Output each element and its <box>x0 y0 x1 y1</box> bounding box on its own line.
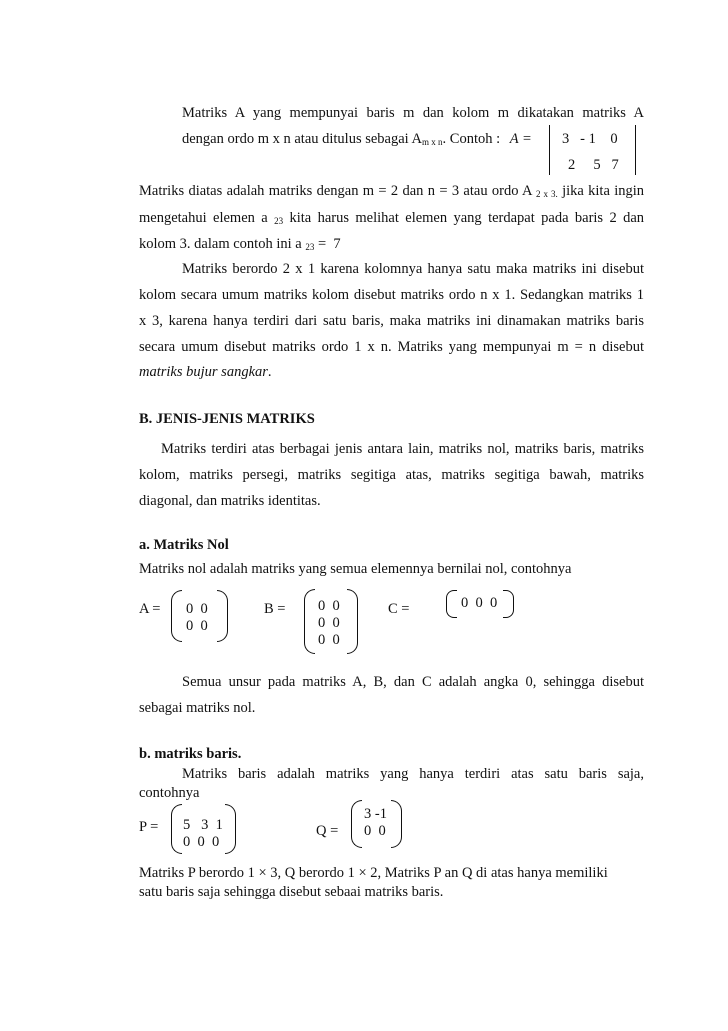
section-b-line-1: Matriks terdiri atas berbagai jenis antara lain, matriks nol, matriks baris, matriks <box>161 441 644 457</box>
intro-p2-line-3 <box>139 235 341 256</box>
matrix-row-2: 2 5 7 <box>568 157 619 173</box>
matrix-B-row-2: 0 0 <box>318 615 340 631</box>
left-paren <box>351 800 362 848</box>
italic-term: matriks bujur sangkar <box>139 364 268 380</box>
intro-p3-line-5 <box>139 363 272 381</box>
matrix-bar-left <box>549 125 550 175</box>
intro-line-1: Matriks A yang mempunyai baris m dan kolom m dikatakan matriks A <box>182 105 644 121</box>
intro-line-2-text-b: . Contoh : <box>442 131 501 147</box>
subsection-b-line-2: contohnya <box>139 785 200 801</box>
matrix-P-label: P = <box>139 819 159 835</box>
subscript: 2 x 3. <box>536 189 558 199</box>
text: Matriks diatas adalah matriks dengan m = 2 dan n = 3 atau ordo A <box>139 183 532 199</box>
matrix-B-label: B = <box>264 601 286 617</box>
left-paren <box>171 804 182 854</box>
intro-line-2-text: dengan ordo m x n atau ditulus sebagai A <box>182 131 423 147</box>
right-paren <box>503 590 514 618</box>
matrix-row-1: 3 - 1 0 <box>562 131 618 147</box>
text: kolom 3. dalam contoh ini a <box>139 236 302 252</box>
subsection-a-heading: a. Matriks Nol <box>139 537 229 553</box>
matrix-P-row-2: 0 0 0 <box>183 834 220 850</box>
text: mengetahui elemen a <box>139 210 268 226</box>
matrix-bar-right <box>635 125 636 175</box>
text: kita harus melihat elemen yang terdapat pada baris 2 dan <box>289 210 645 226</box>
intro-p2-line-1 <box>139 182 644 203</box>
left-paren <box>446 590 457 618</box>
subsection-b-after-1: Matriks P berordo 1 × 3, Q berordo 1 × 2, Matriks P an Q di atas hanya memiliki <box>139 865 608 881</box>
matrix-P-row-1: 5 3 1 <box>183 817 223 833</box>
section-b-line-2: kolom, matriks persegi, matriks segitiga atas, matriks segitiga bawah, matriks <box>139 467 644 483</box>
matrix-Q-row-1: 3 -1 <box>364 806 387 822</box>
subscript: 23 <box>305 242 315 252</box>
right-paren <box>225 804 236 854</box>
subsection-b-heading: b. matriks baris. <box>139 746 242 762</box>
intro-p3-line-4: secara umum disebut matriks ordo 1 x n. Matriks yang mempunyai m = n disebut <box>139 339 644 355</box>
left-paren <box>304 589 315 654</box>
matrix-B-row-3: 0 0 <box>318 632 340 648</box>
subsection-a-desc: Matriks nol adalah matriks yang semua elemennya bernilai nol, contohnya <box>139 561 572 577</box>
subsection-b-line-1: Matriks baris adalah matriks yang hanya terdiri atas satu baris saja, <box>182 766 644 782</box>
matrix-B-row-1: 0 0 <box>318 598 340 614</box>
intro-p3-line-2: kolom secara umum matriks kolom disebut matriks ordo n x 1. Sedangkan matriks 1 <box>139 287 644 303</box>
right-paren <box>391 800 402 848</box>
right-paren <box>347 589 358 654</box>
intro-line-2 <box>182 130 532 151</box>
intro-p3-line-3: x 3, karena hanya terdiri dari satu baris, maka matriks ini dinamakan matriks baris <box>139 313 644 329</box>
matrix-A-row-1: 0 0 <box>186 601 208 617</box>
subscript: 23 <box>274 216 284 226</box>
subsection-a-after-1: Semua unsur pada matriks A, B, dan C adalah angka 0, sehingga disebut <box>182 674 644 690</box>
text: = 7 <box>314 236 341 252</box>
intro-p2-line-2 <box>139 209 644 230</box>
matrix-A-label: A = <box>139 601 161 617</box>
matrix-C-label: C = <box>388 601 410 617</box>
subscript: m x n <box>422 137 443 147</box>
matrix-Q-row-2: 0 0 <box>364 823 386 839</box>
intro-p3-line-1: Matriks berordo 2 x 1 karena kolomnya hanya satu maka matriks ini disebut <box>182 261 644 277</box>
right-paren <box>217 590 228 642</box>
matrix-A-row-2: 0 0 <box>186 618 208 634</box>
left-paren <box>171 590 182 642</box>
subsection-b-after-2: satu baris saja sehingga disebut sebaai matriks baris. <box>139 884 444 900</box>
matrix-C-row-1: 0 0 0 <box>461 595 498 611</box>
section-b-heading: B. JENIS-JENIS MATRIKS <box>139 411 315 427</box>
matrix-Q-label: Q = <box>316 823 339 839</box>
text: . <box>267 364 272 380</box>
equation-label: A = <box>509 131 532 147</box>
subsection-a-after-2: sebagai matriks nol. <box>139 700 256 716</box>
section-b-line-3: diagonal, dan matriks identitas. <box>139 493 321 509</box>
text: jika kita ingin <box>562 183 645 199</box>
